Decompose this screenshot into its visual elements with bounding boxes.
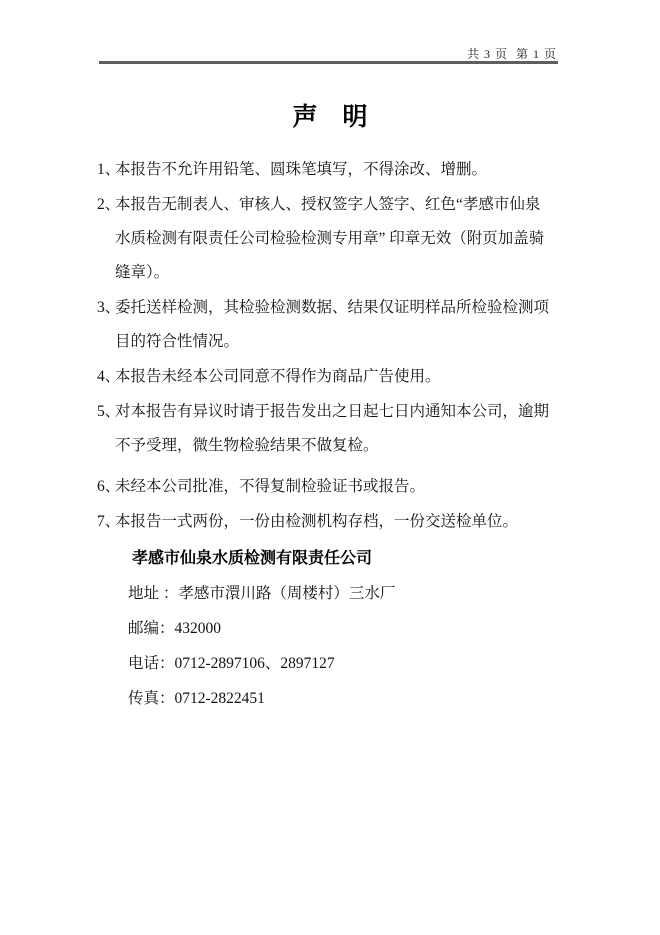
notice-item-2: [97, 188, 577, 290]
item-number: 2、: [97, 196, 121, 213]
page-number-label: 共 3 页 第 1 页: [466, 47, 557, 61]
notice-item-3: [97, 291, 577, 359]
item-line: [97, 505, 577, 539]
header-rule: [99, 61, 558, 64]
contact-line-fax: 传真：0712-2822451: [128, 690, 265, 707]
notice-item-6: [97, 470, 577, 504]
item-number: 5、: [97, 403, 121, 420]
item-text: 本报告无制表人、审核人、授权签字人签字、红色“孝感市仙泉: [115, 196, 541, 213]
item-line: 水质检测有限责任公司检验检测专用章” 印章无效（附页加盖骑: [115, 230, 545, 247]
notice-item-4: [97, 360, 577, 394]
item-text: 委托送样检测，其检验检测数据、结果仅证明样品所检验检测项: [115, 299, 550, 316]
company-name: 孝感市仙泉水质检测有限责任公司: [132, 550, 373, 567]
item-text: 对本报告有异议时请于报告发出之日起七日内通知本公司，逾期: [115, 403, 550, 420]
item-line: [97, 291, 577, 325]
item-line: 不予受理，微生物检验结果不做复检。: [115, 437, 379, 454]
item-number: 6、: [97, 478, 121, 495]
item-line: 目的符合性情况。: [115, 333, 240, 350]
page-title: 声 明: [292, 103, 368, 131]
item-number: 3、: [97, 299, 121, 316]
notice-item-5: [97, 395, 577, 463]
item-line: [97, 470, 577, 504]
contact-line-zipcode: 邮编：432000: [128, 620, 222, 637]
notice-item-1: [97, 153, 577, 187]
item-number: 7、: [97, 513, 121, 530]
item-line: [97, 153, 577, 187]
item-line: [97, 188, 577, 222]
item-text: 本报告未经本公司同意不得作为商品广告使用。: [115, 368, 441, 385]
item-line: [97, 360, 577, 394]
item-line: 缝章）。: [115, 264, 170, 281]
notice-item-7: [97, 505, 577, 539]
notice-list: [97, 153, 577, 540]
item-text: 本报告不允许用铅笔、圆珠笔填写，不得涂改、增删。: [115, 161, 488, 178]
item-line: [97, 395, 577, 429]
item-number: 1、: [97, 161, 121, 178]
company-contact-block: [128, 541, 395, 716]
contact-line-address: 地址 ：孝感市澴川路（周楼村）三水厂: [128, 585, 396, 602]
item-text: 未经本公司批准，不得复制检验证书或报告。: [115, 478, 426, 495]
contact-line-phone: 电话：0712-2897106、2897127: [128, 655, 335, 672]
item-number: 4、: [97, 368, 121, 385]
item-text: 本报告一式两份，一份由检测机构存档，一份交送检单位。: [115, 513, 519, 530]
